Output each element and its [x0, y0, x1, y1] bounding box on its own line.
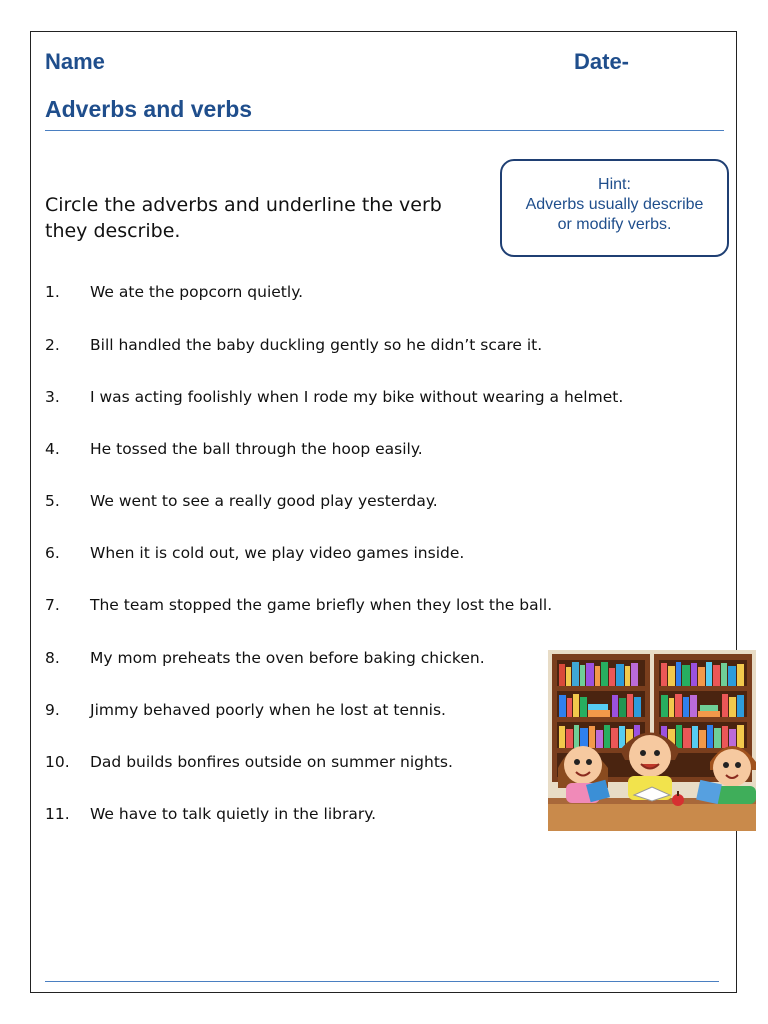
question-text: My mom preheats the oven before baking chicken.	[90, 649, 485, 667]
question-number: 4.	[45, 440, 60, 458]
question-text: Dad builds bonfires outside on summer nights.	[90, 753, 453, 771]
question-number: 10.	[45, 753, 70, 771]
worksheet-title: Adverbs and verbs	[45, 96, 253, 122]
question-number: 11.	[45, 805, 70, 823]
instructions-text: Circle the adverbs and underline the verb they describe.	[45, 194, 442, 242]
question-number: 2.	[45, 336, 60, 354]
hint-line-1: Adverbs usually describe	[525, 196, 704, 213]
hint-heading: Hint:	[598, 176, 631, 193]
question-number: 6.	[45, 544, 60, 562]
hint-box	[500, 159, 729, 257]
question-text: When it is cold out, we play video games inside.	[90, 544, 465, 562]
question-number: 9.	[45, 701, 60, 719]
question-number: 3.	[45, 388, 60, 406]
question-number: 7.	[45, 596, 60, 614]
question-text: We ate the popcorn quietly.	[90, 283, 304, 301]
footer-divider	[45, 981, 719, 982]
question-number: 5.	[45, 492, 60, 510]
question-text: I was acting foolishly when I rode my bike without wearing a helmet.	[90, 388, 624, 406]
question-text: Bill handled the baby duckling gently so he didn’t scare it.	[90, 336, 543, 354]
kids-reading-illustration	[548, 650, 756, 831]
question-text: Jimmy behaved poorly when he lost at tennis.	[90, 701, 446, 719]
question-text: The team stopped the game briefly when they lost the ball.	[90, 596, 553, 614]
hint-line-2: or modify verbs.	[557, 216, 672, 233]
name-label: Name	[45, 49, 105, 74]
title-divider	[45, 130, 724, 131]
question-text: We went to see a really good play yesterday.	[90, 492, 438, 510]
date-label: Date-	[574, 49, 630, 74]
question-number: 1.	[45, 283, 60, 301]
question-text: We have to talk quietly in the library.	[90, 805, 377, 823]
question-number: 8.	[45, 649, 60, 667]
question-text: He tossed the ball through the hoop easily.	[90, 440, 423, 458]
